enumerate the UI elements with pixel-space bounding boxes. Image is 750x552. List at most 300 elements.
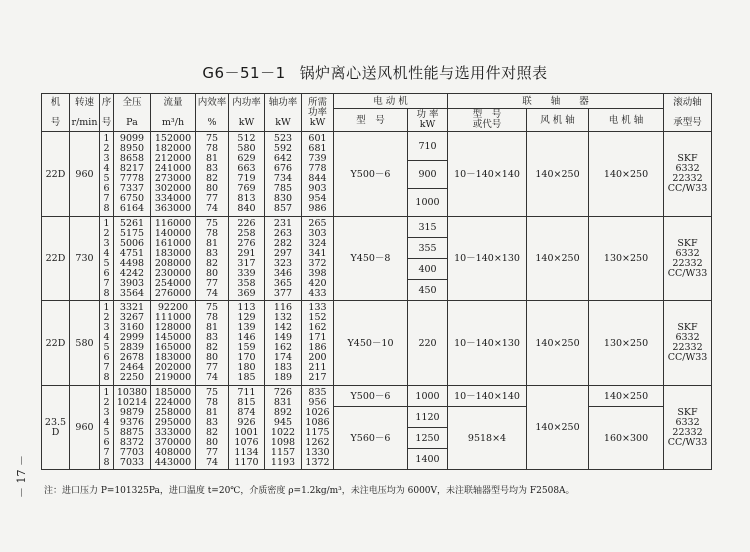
list-value: 74 <box>205 456 219 468</box>
list-value: 8 <box>103 203 110 214</box>
list-value: SKF <box>677 322 698 333</box>
list-value: 8217 <box>119 163 145 174</box>
list-value: 7 <box>103 277 110 289</box>
list-value: 211 <box>308 362 327 373</box>
list-value: 6332 <box>675 332 700 343</box>
cell-seq <box>100 301 114 386</box>
cell-pressure <box>114 301 151 386</box>
list-value: 7 <box>103 362 110 373</box>
list-value: 231 <box>273 217 293 229</box>
list-value: 739 <box>308 153 327 164</box>
list-value: 711 <box>237 386 256 398</box>
list-value: 8950 <box>119 143 145 154</box>
list-value: 74 <box>205 287 219 299</box>
list-value: 5006 <box>119 237 145 249</box>
list-value: 282 <box>273 237 293 249</box>
cell-speed: 960 <box>70 132 100 217</box>
header-flow: 流量 m³/h <box>151 94 196 132</box>
cell-reqpower <box>302 301 334 386</box>
list-value: 80 <box>205 267 219 279</box>
list-value: 339 <box>237 267 256 279</box>
cell-jihao: 22D <box>42 132 70 217</box>
cell-eff <box>196 217 229 301</box>
list-value: 132 <box>273 312 293 323</box>
list-value: 813 <box>237 193 256 204</box>
list-value: 78 <box>205 143 219 154</box>
list-value: 1 <box>103 386 110 398</box>
cell-shaftpower <box>265 386 302 470</box>
list-value: 370000 <box>154 436 192 448</box>
list-value: 372 <box>308 257 327 269</box>
title-code: G6－51－1 <box>202 64 286 82</box>
list-value: 681 <box>308 143 327 154</box>
list-value: 10214 <box>116 396 148 408</box>
list-value: 365 <box>273 277 293 289</box>
list-value: 719 <box>237 173 256 184</box>
list-value: 629 <box>237 153 256 164</box>
cell-pressure <box>114 132 151 217</box>
list-value: 945 <box>273 416 293 428</box>
list-value: 7 <box>103 446 110 458</box>
list-value: 676 <box>273 163 293 174</box>
list-value: 77 <box>205 446 219 458</box>
list-value: 82 <box>205 173 219 184</box>
list-value: 75 <box>205 302 219 313</box>
list-value: 840 <box>237 203 256 214</box>
header-fan-shaft: 风 机 轴 <box>527 109 589 132</box>
list-value: 81 <box>205 406 219 418</box>
list-value: 152 <box>308 312 327 323</box>
list-value: 420 <box>308 277 327 289</box>
header-bearing: 滚动轴 承型号 <box>664 94 712 132</box>
header-motor: 电 动 机 <box>334 94 448 109</box>
list-value: 443000 <box>154 456 192 468</box>
cell-motor-model: Y560－6 <box>334 407 408 470</box>
list-value: 408000 <box>154 446 192 458</box>
list-value: 185 <box>237 372 256 383</box>
list-value: 77 <box>205 277 219 289</box>
list-value: 75 <box>205 386 219 398</box>
cell-coupling-model: 9518×4 <box>448 407 527 470</box>
list-value: 1076 <box>234 436 259 448</box>
list-value: SKF <box>677 406 698 418</box>
list-value: 8658 <box>119 153 145 164</box>
cell-jihao: 22D <box>42 217 70 301</box>
list-value: 83 <box>205 416 219 428</box>
list-value: 217 <box>308 372 327 383</box>
list-value: SKF <box>677 237 698 249</box>
cell-motor-shaft: 140×250 <box>589 386 664 407</box>
cell-motor-power: 1400 <box>408 449 448 470</box>
cell-motor-model: Y450－10 <box>334 301 408 386</box>
cell-eff <box>196 301 229 386</box>
header-motor-power: 功 率 kW <box>408 109 448 132</box>
footnote: 注：进口压力 P=101325Pa，进口温度 t=20℃，介质密度 ρ=1.2kg/m³，未注电压均为 6000V，未注联轴器型号均为 F2508A。 <box>44 486 575 496</box>
cell-motor-power: 400 <box>408 259 448 280</box>
list-value: 892 <box>273 406 293 418</box>
list-value: 815 <box>237 396 256 408</box>
cell-bearing <box>664 132 712 217</box>
cell-jihao: 22D <box>42 301 70 386</box>
list-value: 3160 <box>119 322 145 333</box>
list-value: 6 <box>103 436 110 448</box>
list-value: 4 <box>103 416 110 428</box>
cell-reqpower <box>302 217 334 301</box>
list-value: 202000 <box>154 362 192 373</box>
list-value: 82 <box>205 257 219 269</box>
list-value: 78 <box>205 396 219 408</box>
list-value: 1 <box>103 217 110 229</box>
list-value: 75 <box>205 217 219 229</box>
list-value: 82 <box>205 342 219 353</box>
header-eff: 内效率 % <box>196 94 229 132</box>
list-value: 358 <box>237 277 256 289</box>
list-value: 8 <box>103 287 110 299</box>
list-value: 3 <box>103 237 110 249</box>
cell-eff <box>196 132 229 217</box>
list-value: 116 <box>273 302 293 313</box>
list-value: 8372 <box>119 436 145 448</box>
cell-fan-shaft: 140×250 <box>527 132 589 217</box>
list-value: 113 <box>237 302 256 313</box>
cell-fan-shaft: 140×250 <box>527 386 589 470</box>
header-pressure: 全压 Pa <box>114 94 151 132</box>
cell-motor-model: Y450－8 <box>334 217 408 301</box>
list-value: 1170 <box>234 456 259 468</box>
cell-flow <box>151 386 196 470</box>
cell-motor-power: 1000 <box>408 386 448 407</box>
list-value: 663 <box>237 163 256 174</box>
list-value: 4242 <box>119 267 145 279</box>
header-speed: 转速 r/min <box>70 94 100 132</box>
list-value: 512 <box>237 133 256 144</box>
list-value: 8875 <box>119 426 145 438</box>
cell-motor-shaft: 160×300 <box>589 407 664 470</box>
list-value: 954 <box>308 193 327 204</box>
list-value: 80 <box>205 352 219 363</box>
list-value: 208000 <box>154 257 192 269</box>
list-value: 986 <box>308 203 327 214</box>
list-value: 2678 <box>119 352 145 363</box>
title-text: 锅炉离心送风机性能与选用件对照表 <box>299 64 548 82</box>
cell-motor-power: 710 <box>408 132 448 161</box>
list-value: 830 <box>273 193 293 204</box>
list-value: 580 <box>237 143 256 154</box>
list-value: 200 <box>308 352 327 363</box>
list-value: 317 <box>237 257 256 269</box>
list-value: 9099 <box>119 133 145 144</box>
list-value: 1098 <box>270 436 296 448</box>
header-inpower: 内功率 kW <box>229 94 265 132</box>
cell-fan-shaft: 140×250 <box>527 217 589 301</box>
list-value: 1175 <box>305 426 330 438</box>
list-value: 5 <box>103 426 110 438</box>
list-value: 844 <box>308 173 327 184</box>
list-value: 346 <box>273 267 293 279</box>
list-value: 2 <box>103 227 110 239</box>
list-value: 3 <box>103 406 110 418</box>
list-value: 161000 <box>154 237 192 249</box>
list-value: 81 <box>205 237 219 249</box>
list-value: 142 <box>273 322 293 333</box>
page-title <box>0 62 750 83</box>
list-value: 78 <box>205 227 219 239</box>
cell-motor-power: 900 <box>408 161 448 189</box>
list-value: 1157 <box>270 446 296 458</box>
list-value: 3321 <box>119 302 145 313</box>
list-value: 5 <box>103 257 110 269</box>
list-value: 874 <box>237 406 256 418</box>
list-value: 7778 <box>119 173 145 184</box>
list-value: 8 <box>103 456 110 468</box>
list-value: 182000 <box>154 143 192 154</box>
list-value: 295000 <box>154 416 192 428</box>
list-value: 183 <box>273 362 293 373</box>
list-value: 276000 <box>154 287 192 299</box>
list-value: 9879 <box>119 406 145 418</box>
cell-seq <box>100 132 114 217</box>
list-value: CC/W33 <box>667 183 708 194</box>
cell-jihao: 23.5 D <box>42 386 70 470</box>
list-value: 139 <box>237 322 256 333</box>
list-value: 363000 <box>154 203 192 214</box>
list-value: 6164 <box>119 203 145 214</box>
list-value: 174 <box>273 352 293 363</box>
list-value: 9376 <box>119 416 145 428</box>
list-value: 835 <box>308 386 327 398</box>
list-value: 6 <box>103 352 110 363</box>
list-value: 7033 <box>119 456 145 468</box>
header-coupling-model: 型 号 或代号 <box>448 109 527 132</box>
list-value: 128000 <box>154 322 192 333</box>
list-value: 592 <box>273 143 293 154</box>
list-value: 769 <box>237 183 256 194</box>
list-value: 212000 <box>154 153 192 164</box>
list-value: 10380 <box>116 386 148 398</box>
cell-fan-shaft: 140×250 <box>527 301 589 386</box>
list-value: 6332 <box>675 247 700 259</box>
list-value: 1026 <box>305 406 330 418</box>
cell-motor-power: 1000 <box>408 189 448 217</box>
list-value: 5261 <box>119 217 145 229</box>
list-value: 226 <box>237 217 256 229</box>
list-value: 189 <box>273 372 293 383</box>
list-value: 159 <box>237 342 256 353</box>
cell-motor-power: 1120 <box>408 407 448 428</box>
cell-motor-model: Y500－6 <box>334 132 408 217</box>
list-value: 146 <box>237 332 256 343</box>
list-value: 2999 <box>119 332 145 343</box>
list-value: 1001 <box>234 426 259 438</box>
list-value: 1330 <box>305 446 330 458</box>
list-value: 857 <box>273 203 293 214</box>
list-value: 3564 <box>119 287 145 299</box>
list-value: 601 <box>308 133 327 144</box>
list-value: 1134 <box>234 446 259 458</box>
list-value: 186 <box>308 342 327 353</box>
list-value: SKF <box>677 153 698 164</box>
page-number: － 17 － <box>15 455 28 498</box>
header-jihao: 机 号 <box>42 94 70 132</box>
cell-motor-shaft: 140×250 <box>589 132 664 217</box>
list-value: 230000 <box>154 267 192 279</box>
cell-seq <box>100 386 114 470</box>
cell-flow <box>151 132 196 217</box>
cell-coupling-model: 10－140×140 <box>448 386 527 407</box>
list-value: 22332 <box>672 257 703 269</box>
list-value: 22332 <box>672 342 703 353</box>
cell-speed: 960 <box>70 386 100 470</box>
list-value: 180 <box>237 362 256 373</box>
list-value: 956 <box>308 396 327 408</box>
list-value: 3267 <box>119 312 145 323</box>
list-value: 2464 <box>119 362 145 373</box>
list-value: 81 <box>205 153 219 164</box>
list-value: 162 <box>308 322 327 333</box>
list-value: 1262 <box>305 436 330 448</box>
list-value: 1 <box>103 302 110 313</box>
list-value: 1193 <box>270 456 296 468</box>
list-value: 149 <box>273 332 293 343</box>
list-value: 2 <box>103 396 110 408</box>
list-value: 116000 <box>154 217 192 229</box>
list-value: 129 <box>237 312 256 323</box>
list-value: 6332 <box>675 163 700 174</box>
list-value: 5 <box>103 173 110 184</box>
list-value: 2 <box>103 143 110 154</box>
list-value: 369 <box>237 287 256 299</box>
cell-flow <box>151 217 196 301</box>
list-value: 4498 <box>119 257 145 269</box>
list-value: 7703 <box>119 446 145 458</box>
list-value: 265 <box>308 217 327 229</box>
performance-table <box>41 93 712 470</box>
cell-reqpower <box>302 386 334 470</box>
list-value: 7337 <box>119 183 145 194</box>
cell-motor-power: 450 <box>408 280 448 301</box>
list-value: 80 <box>205 436 219 448</box>
list-value: 224000 <box>154 396 192 408</box>
list-value: 831 <box>273 396 293 408</box>
list-value: 83 <box>205 247 219 259</box>
list-value: 133 <box>308 302 327 313</box>
list-value: 258000 <box>154 406 192 418</box>
list-value: 82 <box>205 426 219 438</box>
list-value: 6332 <box>675 416 700 428</box>
list-value: 81 <box>205 322 219 333</box>
cell-motor-power: 315 <box>408 217 448 238</box>
list-value: 333000 <box>154 426 192 438</box>
list-value: CC/W33 <box>667 436 708 448</box>
list-value: 6 <box>103 267 110 279</box>
cell-pressure <box>114 386 151 470</box>
list-value: 6750 <box>119 193 145 204</box>
cell-flow <box>151 301 196 386</box>
list-value: 74 <box>205 372 219 383</box>
list-value: 1086 <box>305 416 330 428</box>
list-value: 642 <box>273 153 293 164</box>
list-value: 80 <box>205 183 219 194</box>
cell-reqpower <box>302 132 334 217</box>
cell-motor-shaft: 130×250 <box>589 301 664 386</box>
list-value: 241000 <box>154 163 192 174</box>
list-value: 4 <box>103 332 110 343</box>
list-value: 726 <box>273 386 293 398</box>
list-value: 263 <box>273 227 293 239</box>
list-value: 92200 <box>157 302 189 313</box>
list-value: 77 <box>205 362 219 373</box>
list-value: 433 <box>308 287 327 299</box>
header-motor-shaft: 电 机 轴 <box>589 109 664 132</box>
list-value: 183000 <box>154 352 192 363</box>
list-value: 171 <box>308 332 327 343</box>
list-value: 398 <box>308 267 327 279</box>
list-value: 734 <box>273 173 293 184</box>
list-value: 2250 <box>119 372 145 383</box>
list-value: 8 <box>103 372 110 383</box>
list-value: 334000 <box>154 193 192 204</box>
list-value: 111000 <box>154 312 192 323</box>
cell-speed: 730 <box>70 217 100 301</box>
cell-seq <box>100 217 114 301</box>
list-value: 1372 <box>305 456 330 468</box>
list-value: 183000 <box>154 247 192 259</box>
list-value: 323 <box>273 257 293 269</box>
list-value: 4 <box>103 247 110 259</box>
cell-motor-power: 355 <box>408 238 448 259</box>
list-value: 83 <box>205 163 219 174</box>
list-value: 903 <box>308 183 327 194</box>
cell-inpower <box>229 132 265 217</box>
list-value: 302000 <box>154 183 192 194</box>
list-value: 377 <box>273 287 293 299</box>
list-value: 1022 <box>270 426 296 438</box>
list-value: 926 <box>237 416 256 428</box>
list-value: 785 <box>273 183 293 194</box>
list-value: 145000 <box>154 332 192 343</box>
list-value: 2 <box>103 312 110 323</box>
list-value: 297 <box>273 247 293 259</box>
cell-inpower <box>229 301 265 386</box>
list-value: CC/W33 <box>667 267 708 279</box>
list-value: 303 <box>308 227 327 239</box>
cell-inpower <box>229 217 265 301</box>
list-value: 140000 <box>154 227 192 239</box>
list-value: 258 <box>237 227 256 239</box>
header-shaftpower: 轴功率 kW <box>265 94 302 132</box>
list-value: 152000 <box>154 133 192 144</box>
list-value: 1 <box>103 133 110 144</box>
header-coupling: 联 轴 器 <box>448 94 664 109</box>
list-value: 22332 <box>672 426 703 438</box>
list-value: 2839 <box>119 342 145 353</box>
list-value: 273000 <box>154 173 192 184</box>
list-value: 523 <box>273 133 293 144</box>
cell-coupling-model: 10－140×130 <box>448 217 527 301</box>
list-value: 4 <box>103 163 110 174</box>
list-value: 77 <box>205 193 219 204</box>
cell-shaftpower <box>265 132 302 217</box>
list-value: 162 <box>273 342 293 353</box>
cell-shaftpower <box>265 217 302 301</box>
list-value: 78 <box>205 312 219 323</box>
cell-inpower <box>229 386 265 470</box>
cell-motor-shaft: 130×250 <box>589 217 664 301</box>
cell-speed: 580 <box>70 301 100 386</box>
cell-bearing <box>664 301 712 386</box>
cell-motor-model: Y500－6 <box>334 386 408 407</box>
cell-shaftpower <box>265 301 302 386</box>
